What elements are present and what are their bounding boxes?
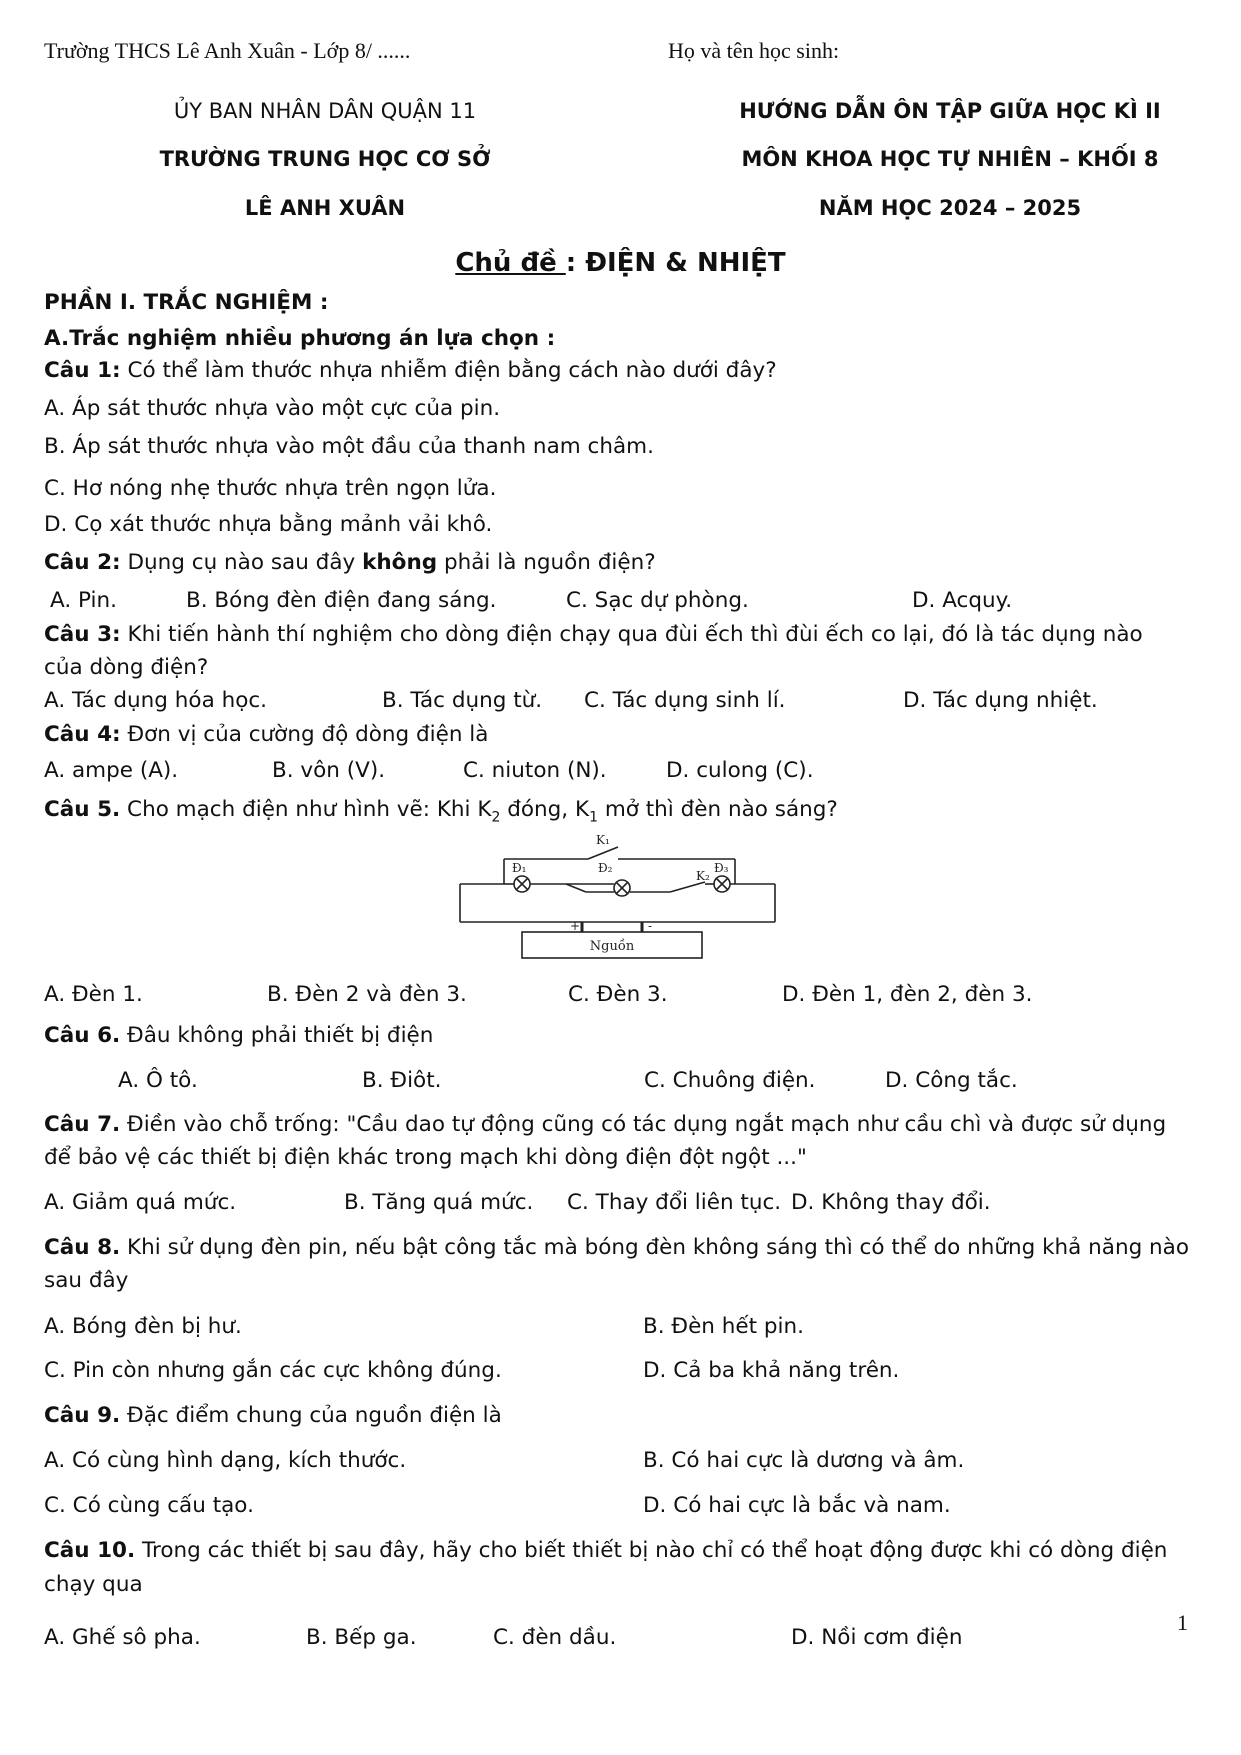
question-10 (44, 1538, 1167, 1563)
question-text: Dụng cụ nào sau đây (120, 550, 363, 575)
question-text: Điền vào chỗ trống: "Cầu dao tự động cũng có tác dụng ngắt mạch như cầu chì và được sử dụng (120, 1112, 1167, 1137)
q10-option-a: A. Ghế sô pha. (44, 1625, 201, 1650)
question-text: Khi tiến hành thí nghiệm cho dòng điện chạy qua đùi ếch thì đùi ếch co lại, đó là tác dụng nào (120, 622, 1143, 647)
q7-option-c: C. Thay đổi liên tục. (567, 1190, 782, 1215)
header-left-3: LÊ ANH XUÂN (244, 196, 406, 220)
q1-option-b: B. Áp sát thước nhựa vào một đầu của thanh nam châm. (44, 434, 654, 459)
q2-option-d: D. Acquy. (912, 588, 1013, 613)
q3-option-a: A. Tác dụng hóa học. (44, 688, 268, 713)
circuit-diagram (450, 832, 780, 960)
question-4 (44, 722, 488, 747)
question-text: Có thể làm thước nhựa nhiễm điện bằng cách nào dưới đây? (120, 358, 777, 383)
header-right-2: MÔN KHOA HỌC TỰ NHIÊN – KHỐI 8 (741, 147, 1159, 171)
page-number: 1 (1177, 1610, 1188, 1635)
k1-label: K₁ (596, 833, 610, 847)
question-label: Câu 2: (44, 550, 121, 575)
header-left-2: TRƯỜNG TRUNG HỌC CƠ SỞ (159, 147, 491, 171)
question-label: Câu 7. (44, 1112, 121, 1137)
q5-option-a: A. Đèn 1. (44, 982, 143, 1007)
q3-option-d: D. Tác dụng nhiệt. (903, 688, 1098, 713)
topic-name: : ĐIỆN & NHIỆT (565, 248, 786, 278)
d3-label: Đ₃ (714, 861, 729, 875)
q4-option-c: C. niuton (N). (463, 758, 607, 783)
part-1-heading: PHẦN I. TRẮC NGHIỆM : (44, 290, 329, 315)
question-1 (44, 358, 777, 383)
question-9 (44, 1403, 502, 1428)
question-7-cont: để bảo vệ các thiết bị điện khác trong mạch khi dòng điện đột ngột ..." (44, 1145, 807, 1170)
q4-option-d: D. culong (C). (666, 758, 814, 783)
q6-option-a: A. Ô tô. (118, 1068, 198, 1093)
question-text: Khi sử dụng đèn pin, nếu bật công tắc mà bóng đèn không sáng thì có thể do những khả năng nào (120, 1235, 1190, 1260)
q3-option-b: B. Tác dụng từ. (382, 688, 543, 713)
question-label: Câu 10. (44, 1538, 136, 1563)
question-text: Đặc điểm chung của nguồn điện là (120, 1403, 502, 1428)
question-text: Đơn vị của cường độ dòng điện là (120, 722, 489, 747)
header-right-1: HƯỚNG DẪN ÔN TẬP GIỮA HỌC KÌ II (739, 99, 1161, 123)
question-7 (44, 1112, 1166, 1137)
question-label: Câu 4: (44, 722, 121, 747)
q8-option-d: D. Cả ba khả năng trên. (643, 1358, 900, 1383)
q1-option-d: D. Cọ xát thước nhựa bằng mảnh vải khô. (44, 512, 493, 537)
k1-switch-blade (588, 847, 618, 859)
source-label: Nguồn (589, 939, 635, 954)
q6-option-d: D. Công tắc. (885, 1068, 1018, 1093)
question-text: phải là nguồn điện? (437, 550, 656, 575)
question-3-cont: của dòng điện? (44, 655, 209, 680)
q9-option-a: A. Có cùng hình dạng, kích thước. (44, 1448, 407, 1473)
d1-label: Đ₁ (512, 861, 527, 875)
wire (566, 884, 586, 892)
subscript: 2 (491, 809, 501, 826)
question-2 (44, 550, 656, 575)
question-8 (44, 1235, 1189, 1260)
q2-option-c: C. Sạc dự phòng. (566, 588, 749, 613)
q7-option-d: D. Không thay đổi. (791, 1190, 991, 1215)
question-emphasis: không (362, 550, 438, 575)
q10-option-d: D. Nồi cơm điện (791, 1625, 963, 1650)
q4-option-a: A. ampe (A). (44, 758, 179, 783)
question-label: Câu 8. (44, 1235, 121, 1260)
question-8-cont: sau đây (44, 1268, 129, 1293)
q10-option-c: C. đèn dầu. (493, 1625, 617, 1650)
question-10-cont: chạy qua (44, 1572, 143, 1597)
q9-option-c: C. Có cùng cấu tạo. (44, 1493, 254, 1518)
q5-option-c: C. Đèn 3. (568, 982, 668, 1007)
q7-option-a: A. Giảm quá mức. (44, 1190, 237, 1215)
q4-option-b: B. vôn (V). (272, 758, 386, 783)
question-text: mở thì đèn nào sáng? (597, 797, 838, 822)
q5-option-b: B. Đèn 2 và đèn 3. (267, 982, 467, 1007)
question-text: Trong các thiết bị sau đây, hãy cho biết thiết bị nào chỉ có thể hoạt động được khi có dòng điện (135, 1538, 1168, 1563)
header-right-3: NĂM HỌC 2024 – 2025 (818, 196, 1082, 220)
header-left-1: ỦY BAN NHÂN DÂN QUẬN 11 (173, 99, 477, 123)
k2-label: K₂ (696, 869, 710, 883)
question-text: Cho mạch điện như hình vẽ: Khi K (120, 797, 492, 822)
section-a-heading: A.Trắc nghiệm nhiều phương án lựa chọn : (44, 326, 556, 351)
question-text: Đâu không phải thiết bị điện (120, 1023, 434, 1048)
topic-title (0, 248, 1241, 278)
d2-label: Đ₂ (598, 861, 613, 875)
q1-option-a: A. Áp sát thước nhựa vào một cực của pin. (44, 396, 501, 421)
question-label: Câu 5. (44, 797, 121, 822)
question-label: Câu 1: (44, 358, 121, 383)
question-label: Câu 3: (44, 622, 121, 647)
k2-switch-blade (670, 882, 705, 892)
q2-option-a: A. Pin. (50, 588, 117, 613)
q6-option-b: B. Điôt. (362, 1068, 442, 1093)
q8-option-c: C. Pin còn nhưng gắn các cực không đúng. (44, 1358, 502, 1383)
plus-label: + (570, 919, 581, 933)
school-class-line: Trường THCS Lê Anh Xuân - Lớp 8/ ...... (44, 38, 411, 63)
q5-option-d: D. Đèn 1, đèn 2, đèn 3. (782, 982, 1033, 1007)
question-label: Câu 9. (44, 1403, 121, 1428)
q7-option-b: B. Tăng quá mức. (344, 1190, 534, 1215)
q10-option-b: B. Bếp ga. (306, 1625, 417, 1650)
q9-option-d: D. Có hai cực là bắc và nam. (643, 1493, 951, 1518)
q8-option-a: A. Bóng đèn bị hư. (44, 1314, 242, 1339)
minus-label: - (648, 919, 653, 933)
question-3 (44, 622, 1143, 647)
q1-option-c: C. Hơ nóng nhẹ thước nhựa trên ngọn lửa. (44, 476, 497, 501)
question-6 (44, 1023, 433, 1048)
q2-option-b: B. Bóng đèn điện đang sáng. (186, 588, 497, 613)
subscript: 1 (589, 809, 598, 826)
question-5 (44, 797, 838, 825)
q6-option-c: C. Chuông điện. (644, 1068, 816, 1093)
question-label: Câu 6. (44, 1023, 121, 1048)
topic-label: Chủ đề (455, 248, 566, 278)
question-text: đóng, K (500, 797, 590, 822)
q9-option-b: B. Có hai cực là dương và âm. (643, 1448, 965, 1473)
q3-option-c: C. Tác dụng sinh lí. (584, 688, 786, 713)
q8-option-b: B. Đèn hết pin. (643, 1314, 804, 1339)
student-name-line: Họ và tên học sinh: (668, 38, 840, 63)
